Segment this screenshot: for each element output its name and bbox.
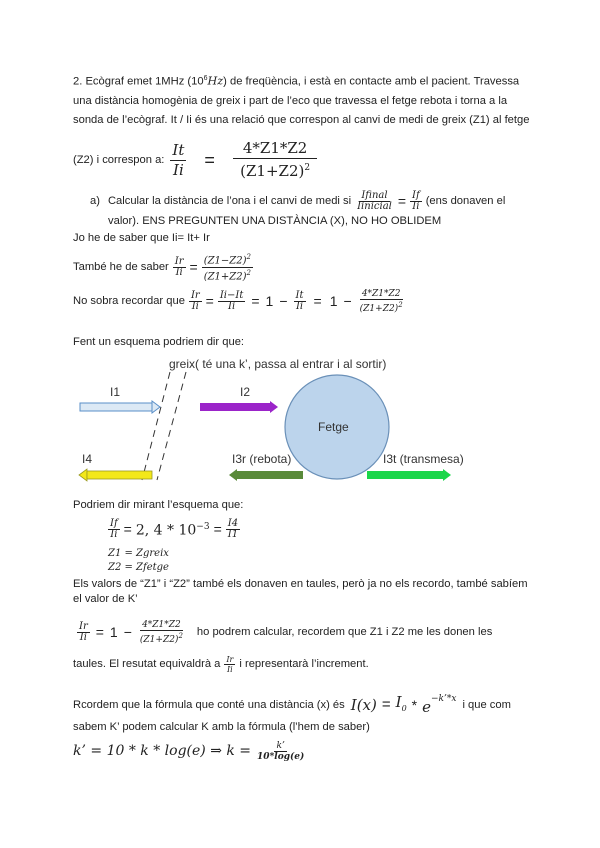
calc-eq: = (95, 624, 104, 640)
recordem-e-exp: −k’*x (431, 693, 457, 704)
nosobra-frac-1-num: Ir (190, 289, 200, 301)
tambe-eq: = (189, 259, 198, 275)
intro-line-1-pre: 2. Ecògraf emet 1MHz (10 (73, 75, 204, 88)
question-a-line-2: valor). ENS PREGUNTEN UNA DISTÀNCIA (X), NO HO OBLIDEM (108, 215, 442, 227)
i2-label: I2 (240, 385, 251, 399)
question-a-text-post: (ens donaven el (425, 195, 506, 207)
value-eq-frac-2-den: I1 (227, 528, 239, 540)
i3r-arrow (229, 469, 303, 481)
nosobra-frac-1 (189, 291, 202, 312)
intro-line-4: (Z2) i correspon a: (73, 154, 165, 166)
i4-arrow (79, 469, 152, 481)
recordem-row (73, 690, 511, 720)
intro-line-3: sonda de l’ecògraf. It / Ii és una relació que correspon al canvi de medi de greix (Z1) al fetge (73, 113, 530, 126)
main-formula-lhs-num: It (172, 140, 185, 159)
calc-frac-1-den: Ii (79, 631, 87, 643)
question-a-frac-1 (355, 191, 394, 212)
nosobra-frac-2 (218, 291, 246, 312)
calc-minus: − (123, 624, 132, 640)
nosobra-eq-2: = (251, 293, 260, 309)
last-formula-frac-num: k’ (276, 740, 285, 751)
main-formula-rhs-num: 4*Z1*Z2 (233, 139, 317, 159)
tambe-frac-2-den-exp: 2 (246, 268, 251, 277)
question-a-prefix: a) (90, 195, 100, 207)
tambe-pre: També he de saber (73, 261, 169, 273)
greix-boundary-1 (142, 372, 170, 480)
tambe-frac-1-den: Ii (175, 266, 183, 278)
taules-pre: taules. El resutat equivaldrà a (73, 658, 221, 670)
calc-text: ho podrem calcular, recordem que Z1 i Z2 me les donen les (196, 626, 493, 638)
main-formula-eq: = (204, 149, 215, 170)
nosobra-frac-4 (358, 289, 405, 314)
nosobra-eq-1: = (205, 293, 214, 309)
main-formula-rhs-den-exp: 2 (304, 163, 311, 173)
main-formula-lhs (170, 141, 186, 180)
fetge-label: Fetge (318, 420, 349, 434)
intro-paragraph (73, 72, 533, 127)
main-formula-lhs-den: Ii (173, 160, 184, 179)
value-eq-frac-2-num: I4 (227, 517, 239, 529)
last-formula-frac-den: 10*log(e) (257, 751, 305, 762)
nosobra-frac-4-num: 4*Z1*Z2 (361, 288, 401, 299)
question-a-frac-2-den: Ii (412, 200, 420, 212)
taules-row (73, 652, 369, 676)
last-formula-lhs: k’ = 10 * k * log(e) ⇒ k = (73, 743, 252, 759)
i4-label: I4 (82, 452, 93, 466)
main-formula-rhs (233, 139, 317, 181)
nosobra-eq-3: = (313, 293, 322, 309)
intro-line-1 (73, 72, 533, 89)
greix-label: greix( té una k’, passa al entrar i al sortir) (169, 357, 387, 371)
recordem-pre: Rcordem que la fórmula que conté una distància (x) és (73, 699, 345, 711)
taules-frac-den: Ii (227, 664, 233, 674)
question-a-text-pre: Calcular la distància de l’ona i el canvi de medi si (107, 195, 352, 207)
intro-line-2: una distància homogènia de greix i part de l’eco que travessa el fetge rebota i torna a la (73, 94, 508, 107)
i3t-label: I3t (transmesa) (383, 452, 464, 466)
tambe-frac-2-num: (Z1−Z2) (203, 255, 247, 267)
recordem-i0: I (395, 692, 402, 711)
value-eq-frac-1-den: Ii (110, 528, 118, 540)
value-eq-frac-1 (108, 519, 120, 540)
calc-frac-1-num: Ir (79, 620, 88, 632)
recordem-ix: I(x) (350, 696, 377, 714)
last-formula-frac (255, 741, 306, 762)
calc-frac-2 (138, 620, 185, 645)
nosobra-frac-4-den-exp: 2 (398, 300, 403, 309)
recordem-e: e (422, 697, 431, 716)
greix-boundary-2 (157, 372, 186, 480)
tambe-frac-2-den: (Z1+Z2) (203, 270, 247, 282)
tambe-frac-1-num: Ir (174, 255, 184, 267)
nosobra-minus-1: − (279, 293, 288, 309)
question-a-frac-1-num: Ifinal (361, 189, 388, 201)
calc-row (77, 615, 492, 649)
recordem-i0-sub: 0 (401, 703, 407, 713)
i3r-label: I3r (rebota) (232, 452, 292, 466)
last-formula-row (73, 735, 306, 767)
taules-frac (224, 655, 235, 674)
calc-frac-2-den: (Z1+Z2) (139, 634, 179, 645)
nosobra-frac-1-den: Ii (191, 300, 199, 312)
i3t-arrow (367, 469, 451, 481)
value-eq-row (108, 513, 240, 545)
nosobra-frac-3-num: It (295, 289, 304, 301)
valors-line-2: el valor de K’ (73, 593, 138, 605)
nosobra-one-2: 1 (329, 293, 338, 309)
nosobra-frac-4-den: (Z1+Z2) (359, 303, 399, 314)
value-eq-eq-1: = (123, 521, 132, 537)
valors-line-1: Els valors de “Z1” i “Z2” també els donaven en taules, però ja no els recordo, també sabíem (73, 578, 528, 590)
intro-line-1-post: ) de freqüència, i està en contacte amb el pacient. Travessa (223, 75, 520, 88)
calc-one: 1 (109, 624, 118, 640)
nosobra-frac-3-den: Ii (295, 300, 304, 312)
main-formula-rhs-den: (Z1+Z2) (240, 162, 305, 180)
recordem-post: i que com (462, 699, 511, 711)
nosobra-frac-2-den: Ii (228, 300, 236, 312)
recordem-times: * (411, 697, 418, 713)
intro-line-1-exp: 6 (203, 75, 208, 82)
question-a-eq: = (397, 193, 407, 209)
nosobra-frac-3 (294, 291, 306, 312)
taules-post: i representarà l’increment. (239, 658, 369, 670)
z1-line: Z1 = Zgreix (108, 548, 169, 559)
main-formula-row (73, 140, 317, 180)
value-eq-val: 2, 4 * 10 (135, 522, 197, 539)
question-a-frac-2-num: If (412, 189, 420, 201)
z2-line: Z2 = Zfetge (108, 562, 169, 573)
nosobra-one-1: 1 (265, 293, 274, 309)
i1-label: I1 (110, 385, 121, 399)
nosobra-row (73, 285, 405, 317)
nosobra-minus-2: − (343, 293, 352, 309)
value-eq-frac-1-num: If (110, 517, 118, 529)
i2-arrow (200, 401, 278, 413)
question-a-frac-1-den: Iinicial (357, 200, 392, 212)
podriem-line: Podriem dir mirant l’esquema que: (73, 499, 244, 511)
tambe-row (73, 252, 253, 282)
value-eq-frac-2 (226, 519, 240, 540)
intro-line-1-hz: Hz (207, 74, 224, 88)
tambe-frac-2-num-exp: 2 (246, 253, 251, 262)
nosobra-pre: No sobra recordar que (73, 295, 185, 307)
calc-frac-2-den-exp: 2 (178, 631, 183, 640)
recordem-eq: = (381, 696, 391, 713)
esquema-intro: Fent un esquema podriem dir que: (73, 336, 245, 348)
diagram (0, 350, 600, 490)
know-line: Jo he de saber que Ii= It+ Ir (73, 232, 210, 244)
value-eq-eq-2: = (213, 521, 222, 537)
taules-frac-num: Ir (226, 654, 234, 664)
value-eq-exp: −3 (196, 522, 210, 533)
calc-frac-1 (77, 622, 90, 643)
recordem-line-2: sabem K’ podem calcular K amb la fórmula (l’hem de saber) (73, 721, 370, 733)
nosobra-frac-2-num: Ii−It (219, 289, 244, 301)
tambe-frac-1 (173, 257, 186, 278)
tambe-frac-2 (202, 252, 253, 282)
question-a-frac-2 (410, 191, 422, 212)
question-a-line-1 (90, 186, 530, 216)
i1-arrow (80, 401, 160, 413)
calc-frac-2-num: 4*Z1*Z2 (142, 619, 181, 630)
